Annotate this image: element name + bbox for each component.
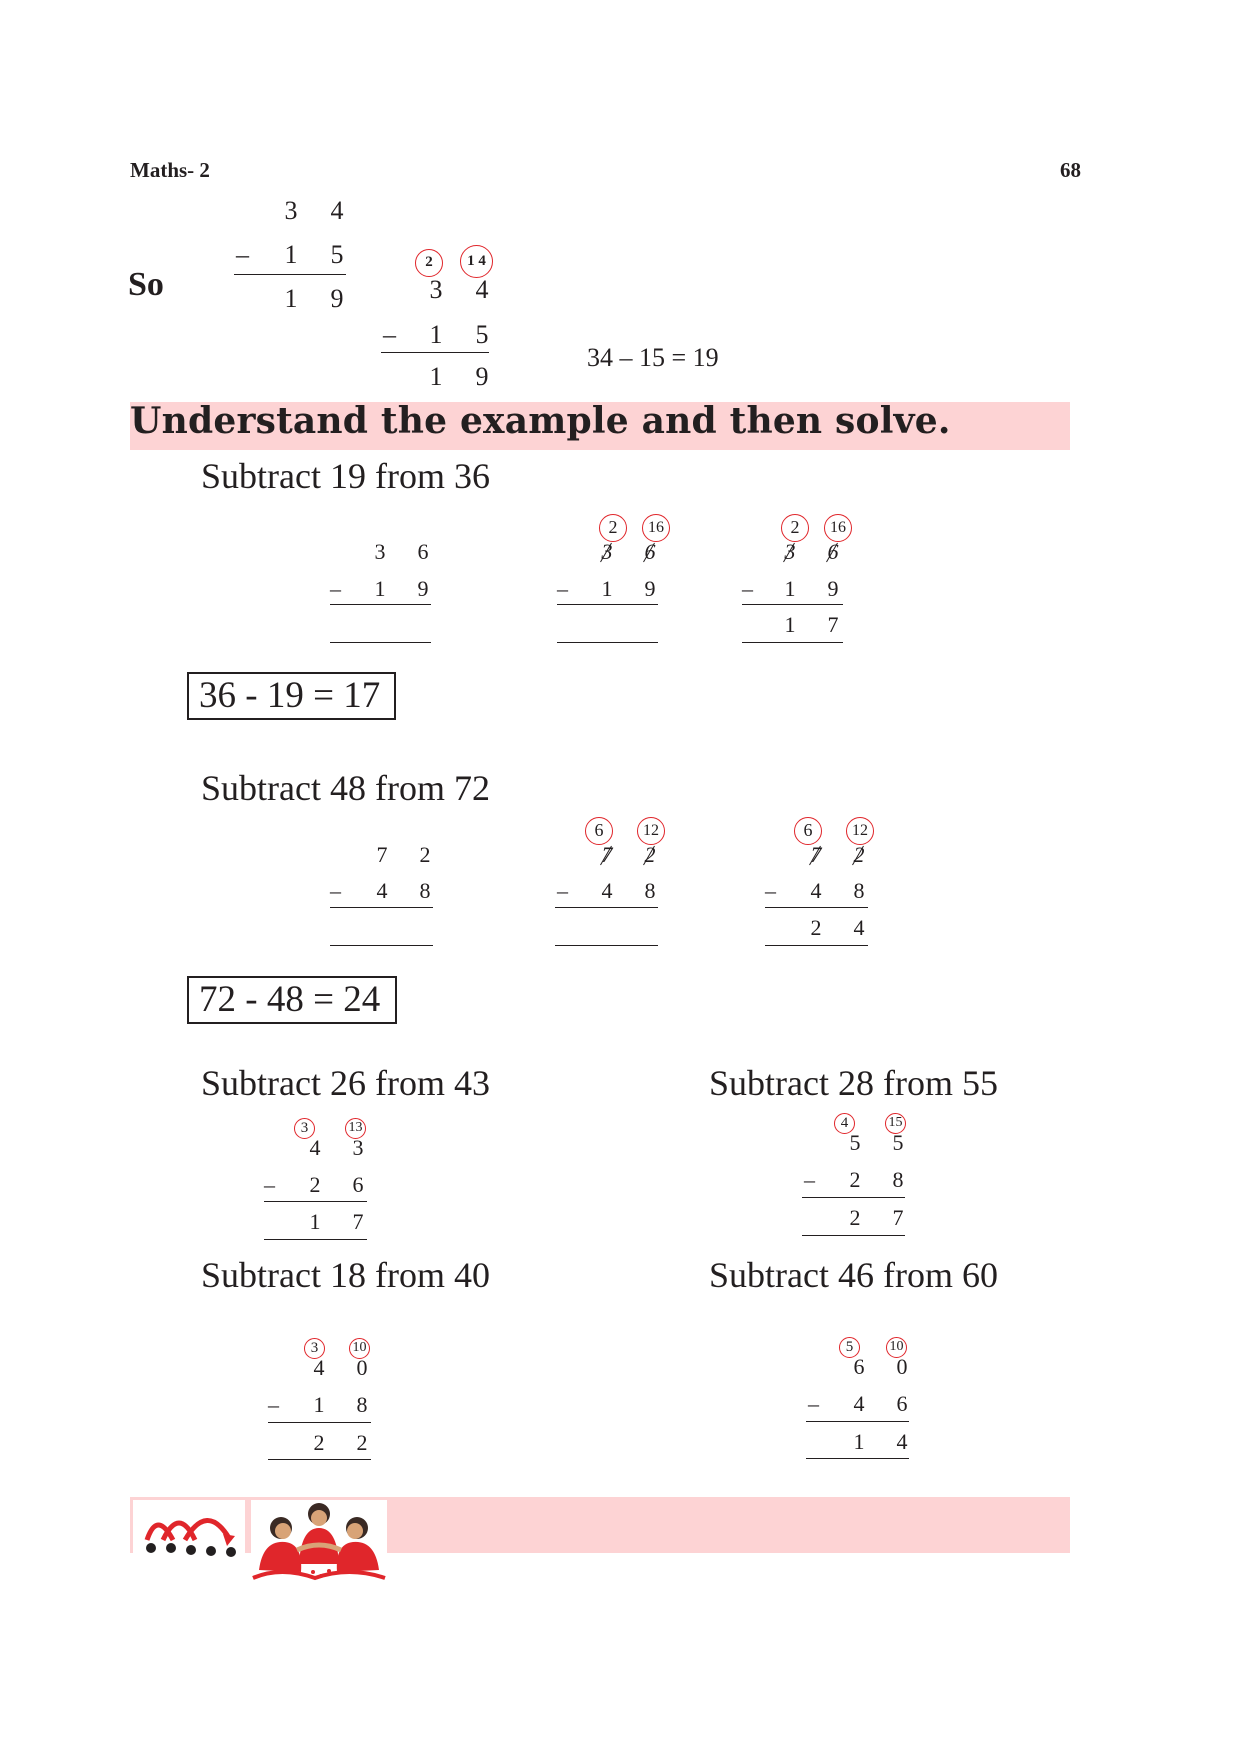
sum-line: [330, 907, 433, 908]
so-label: So: [128, 266, 164, 303]
digit: 5: [475, 320, 489, 349]
digit: 4: [330, 196, 344, 225]
minus-sign: –: [557, 576, 568, 601]
sum-line: [555, 907, 658, 908]
digit: 4: [853, 915, 865, 940]
digit: 1: [284, 284, 298, 313]
minus-sign: –: [268, 1392, 279, 1417]
answer-line: [802, 1235, 905, 1236]
minus-sign: –: [264, 1172, 275, 1197]
borrow-circle: 16: [824, 514, 852, 542]
borrow-circle: 2: [599, 514, 627, 542]
digit: 2: [853, 842, 865, 867]
digit: 2: [309, 1172, 321, 1197]
minus-sign: –: [804, 1167, 815, 1192]
answer-line: [330, 945, 433, 946]
minus-sign: –: [765, 878, 776, 903]
digit: 4: [376, 878, 388, 903]
borrow-circle: 2: [781, 514, 809, 542]
digit: 6: [853, 1354, 865, 1379]
digit: 2: [313, 1430, 325, 1455]
minus-sign: –: [557, 878, 568, 903]
digit: 1: [284, 240, 298, 269]
digit: 3: [352, 1135, 364, 1160]
sum-line: [264, 1201, 367, 1202]
digit: 2: [419, 842, 431, 867]
digit: 1: [309, 1209, 321, 1234]
digit: 6: [644, 539, 656, 564]
digit: 9: [475, 362, 489, 391]
borrow-circle: 3: [304, 1338, 325, 1359]
digit: 9: [330, 284, 344, 313]
digit: 6: [827, 539, 839, 564]
answer-line: [268, 1459, 371, 1460]
answer-line: [806, 1458, 909, 1459]
digit: 9: [827, 576, 839, 601]
digit: 1: [784, 576, 796, 601]
borrow-circle: 16: [642, 514, 670, 542]
sum-line: [557, 604, 658, 605]
sum-line: [268, 1422, 371, 1423]
borrow-circle: 6: [585, 817, 613, 845]
digit: 1: [784, 612, 796, 637]
section-heading: Understand the example and then solve.: [130, 400, 951, 442]
digit: 1: [429, 320, 443, 349]
digit: 7: [810, 842, 822, 867]
digit: 4: [810, 878, 822, 903]
so-equation: 34 – 15 = 19: [587, 343, 719, 372]
sum-line: [802, 1197, 905, 1198]
digit: 0: [356, 1355, 368, 1380]
digit: 5: [892, 1130, 904, 1155]
minus-sign: –: [808, 1391, 819, 1416]
digit: 1: [374, 576, 386, 601]
digit: 8: [892, 1167, 904, 1192]
digit: 2: [810, 915, 822, 940]
digit: 4: [853, 1391, 865, 1416]
example2-answer-box: 72 - 48 = 24: [187, 976, 397, 1024]
digit: 8: [356, 1392, 368, 1417]
borrow-circle: 2: [415, 249, 443, 277]
borrow-circle: 12: [637, 817, 665, 845]
sum-line: [765, 907, 868, 908]
sum-line: [330, 604, 431, 605]
sum-line: [742, 604, 843, 605]
borrow-circle: 1 4: [460, 245, 493, 278]
page-number: 68: [1060, 158, 1081, 182]
digit: 6: [896, 1391, 908, 1416]
digit: 7: [892, 1205, 904, 1230]
digit: 7: [601, 842, 613, 867]
digit: 5: [849, 1130, 861, 1155]
borrow-circle: 13: [345, 1118, 366, 1139]
digit: 2: [356, 1430, 368, 1455]
sum-line: [234, 274, 346, 275]
digit: 7: [827, 612, 839, 637]
borrow-circle: 10: [886, 1337, 907, 1358]
example1-prompt: Subtract 19 from 36: [201, 456, 490, 496]
borrow-circle: 12: [846, 817, 874, 845]
answer-line: [555, 945, 658, 946]
digit: 9: [417, 576, 429, 601]
borrow-circle: 5: [839, 1337, 860, 1358]
digit: 1: [601, 576, 613, 601]
digit: 8: [419, 878, 431, 903]
minus-sign: –: [330, 576, 341, 601]
example1-answer-box: 36 - 19 = 17: [187, 672, 396, 720]
digit: 2: [849, 1167, 861, 1192]
minus-sign: –: [742, 576, 753, 601]
exercise-prompt: Subtract 26 from 43: [201, 1063, 490, 1103]
sum-line: [381, 352, 489, 353]
digit: 3: [284, 196, 298, 225]
digit: 3: [429, 275, 443, 304]
counting-arrows-icon: [133, 1500, 245, 1562]
minus-sign: –: [383, 320, 396, 349]
digit: 3: [784, 539, 796, 564]
borrow-circle: 15: [885, 1113, 906, 1134]
digit: 1: [313, 1392, 325, 1417]
digit: 1: [429, 362, 443, 391]
answer-line: [765, 945, 868, 946]
sum-line: [806, 1421, 909, 1422]
borrow-circle: 6: [794, 817, 822, 845]
children-group-icon: [251, 1500, 387, 1582]
minus-sign: –: [330, 878, 341, 903]
digit: 4: [601, 878, 613, 903]
digit: 8: [853, 878, 865, 903]
digit: 2: [644, 842, 656, 867]
answer-line: [557, 642, 658, 643]
digit: 9: [644, 576, 656, 601]
digit: 6: [417, 539, 429, 564]
digit: 2: [849, 1205, 861, 1230]
digit: 4: [475, 275, 489, 304]
digit: 7: [352, 1209, 364, 1234]
book-title: Maths- 2: [130, 158, 210, 182]
digit: 4: [309, 1135, 321, 1160]
borrow-circle: 3: [294, 1118, 315, 1139]
exercise-prompt: Subtract 28 from 55: [709, 1063, 998, 1103]
minus-sign: –: [236, 240, 249, 269]
example2-prompt: Subtract 48 from 72: [201, 768, 490, 808]
digit: 3: [374, 539, 386, 564]
digit: 0: [896, 1354, 908, 1379]
exercise-prompt: Subtract 18 from 40: [201, 1255, 490, 1295]
borrow-circle: 10: [349, 1338, 370, 1359]
answer-line: [330, 642, 431, 643]
digit: 8: [644, 878, 656, 903]
exercise-prompt: Subtract 46 from 60: [709, 1255, 998, 1295]
digit: 7: [376, 842, 388, 867]
borrow-circle: 4: [834, 1113, 855, 1134]
digit: 5: [330, 240, 344, 269]
answer-line: [742, 642, 843, 643]
answer-line: [264, 1239, 367, 1240]
digit: 1: [853, 1429, 865, 1454]
digit: 3: [601, 539, 613, 564]
digit: 6: [352, 1172, 364, 1197]
digit: 4: [313, 1355, 325, 1380]
digit: 4: [896, 1429, 908, 1454]
